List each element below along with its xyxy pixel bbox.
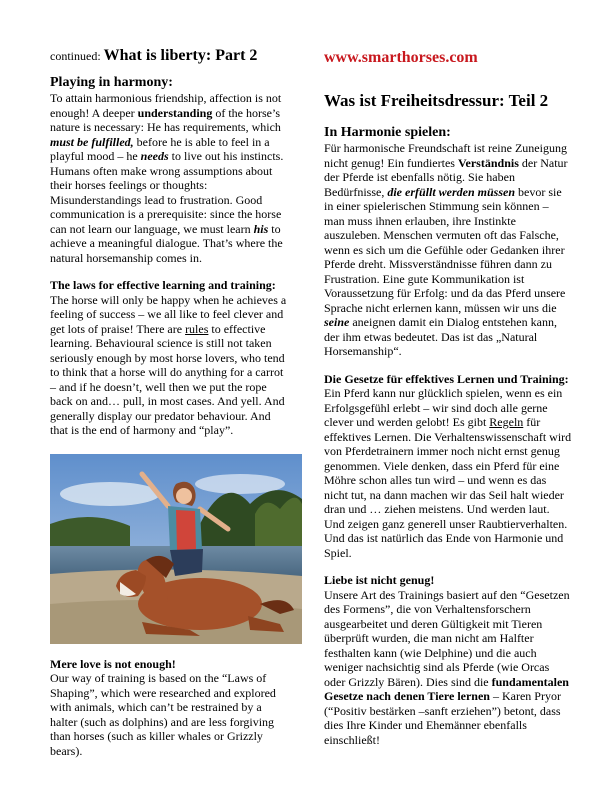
- text-run: seine: [324, 315, 350, 329]
- left-treeline: [50, 516, 130, 548]
- text-run: Our way of training is based on the “Laws of Shaping”, which were researched and explored with animals, which can’t be restrained by a halter (such as dolphins) and are less forgiving than horses (such as killer whales or Grizzly bears).: [50, 671, 276, 758]
- text-run: Ein Pferd kann nur glücklich spielen, wenn es ein Erfolgsgefühl erlebt – wir sind doch alle gerne clever und werden gelobt! Es gibt: [324, 386, 563, 429]
- paragraph-liebe: [324, 588, 572, 748]
- text-run: die erfüllt werden müssen: [387, 184, 516, 199]
- photo-woman-with-lying-horse: [50, 454, 302, 644]
- text-run: rules: [185, 321, 209, 336]
- text-run: to achieve a meaningful dialogue. That’s where the natural horsemanship comes in.: [50, 221, 283, 265]
- section-heading-playing-in-harmony: Playing in harmony:: [50, 75, 173, 90]
- section-heading-liebe: Liebe ist nicht genug!: [324, 573, 435, 587]
- continued-title: What is liberty: Part 2: [103, 47, 258, 64]
- text-run: understanding: [137, 105, 213, 120]
- text-run: The horse will only be happy when he achieves a feeling of success – we all like to feel clever and get lots of praise! There are: [50, 292, 287, 336]
- section-heading-laws-of-learning: The laws for effective learning and training:: [50, 278, 276, 292]
- paragraph-gesetze: [324, 386, 572, 560]
- german-title: Was ist Freiheitsdressur: Teil 2: [324, 91, 549, 110]
- text-run: needs: [140, 149, 169, 163]
- text-run: der Natur der Pferde ist ebenfalls nötig. Sie haben Bedürfnisse,: [324, 155, 568, 199]
- text-run: Verständnis: [457, 155, 519, 170]
- paragraph-playing-in-harmony: [50, 91, 290, 265]
- section-heading-gesetze: Die Gesetze für effektives Lernen und Training:: [324, 371, 569, 386]
- text-run: To attain harmonious friendship, affection is not enough! A deeper: [50, 91, 282, 120]
- text-run: must be fulfilled,: [50, 134, 134, 149]
- text-run: to effective learning. Behavioural science is still not taken seriously enough by most horse lovers, who tend to think that a horse will do anything for a carrot – and if he doesn’t, well then we put the rope back on and… pull, in most cases. And yell. And generally display our predator behaviour. And that is the end of harmony and “play”.: [50, 321, 285, 437]
- text-run: bevor sie in einer spielerischen Stimmung sein können – man muss ihnen erlauben, ihre Instinkte auszuleben. Menschen vermuten oft das Falsche, wenn es sich um die Gefühle oder Gedanken ihrer Pferde dreht. Missverständnisse führen dann zu Frustration. Eine gute Kommunikation ist Voraussetzung für Erfolg: und da das Pferd unsere Sprache nicht erlernen kann, müssen wir uns die: [324, 184, 566, 315]
- text-run: Für harmonische Freundschaft ist reine Zuneigung nicht genug! Ein fundiertes: [324, 141, 567, 170]
- text-run: his: [253, 221, 269, 236]
- text-run: to live out his instincts. Humans often make wrong assumptions about their horses feelings or thoughts: Misunderstandings lead to frustration. Good communication is a prerequisite: since the horse can not learn our language, we must learn: [50, 149, 284, 236]
- photo-illustration: [50, 454, 302, 644]
- text-run: Regeln: [489, 415, 524, 429]
- paragraph-laws-of-learning: [50, 293, 290, 438]
- text-run: aneignen damit ein Dialog entstehen kann, der ihm etwas bedeutet. Das ist das „Natural Horsemanship“.: [324, 315, 557, 358]
- continued-label: continued:: [50, 49, 101, 63]
- text-run: before he is able to feel in a playful mood – he: [50, 134, 270, 163]
- section-heading-in-harmonie: In Harmonie spielen:: [324, 125, 451, 140]
- left-column: [50, 48, 290, 758]
- text-run: – Karen Pryor (“Positiv bestärken –sanft erziehen”) betont, dass dies Ihre Kinder und Ehemänner ebenfalls einschließt!: [324, 689, 561, 747]
- right-column: [324, 48, 572, 747]
- continued-line: [50, 48, 290, 64]
- section-heading-mere-love: Mere love is not enough!: [50, 656, 176, 671]
- website-link[interactable]: www.smarthorses.com: [324, 49, 478, 66]
- text-run: Unsere Art des Trainings basiert auf den “Gesetzen des Formens”, die von Verhaltensforschern ausgearbeitet und deren Gültigkeit mit Tieren überprüft wurden, die man nicht am Halfter festhalten kann (wie Delphine) und die auch weniger nachsichtig sind als Pferde (wie Orcas oder Grizzly Bären). Dies sind die: [324, 587, 570, 689]
- text-run: fundamentalen Gesetze nach denen Tiere lernen: [324, 674, 569, 703]
- text-run: für effektives Lernen. Die Verhaltenswissenschaft wird von Pferdetrainern immer noch nicht ernst genug genommen. Viele denken, dass ein Pferd für eine Möhre schon alles tun wird – und wenn es das nicht tut, na dann machen wir das Seil halt wieder dran und … ziehen meistens. Und werden laut. Und zeigen ganz generell unser Raubtierverhalten. Und das ist natürlich das Ende von Harmonie und Spiel.: [324, 415, 572, 560]
- paragraph-in-harmonie: [324, 141, 572, 359]
- text-run: of the horse’s nature is necessary: He has requirements, which: [50, 105, 281, 134]
- paragraph-mere-love: [50, 671, 290, 758]
